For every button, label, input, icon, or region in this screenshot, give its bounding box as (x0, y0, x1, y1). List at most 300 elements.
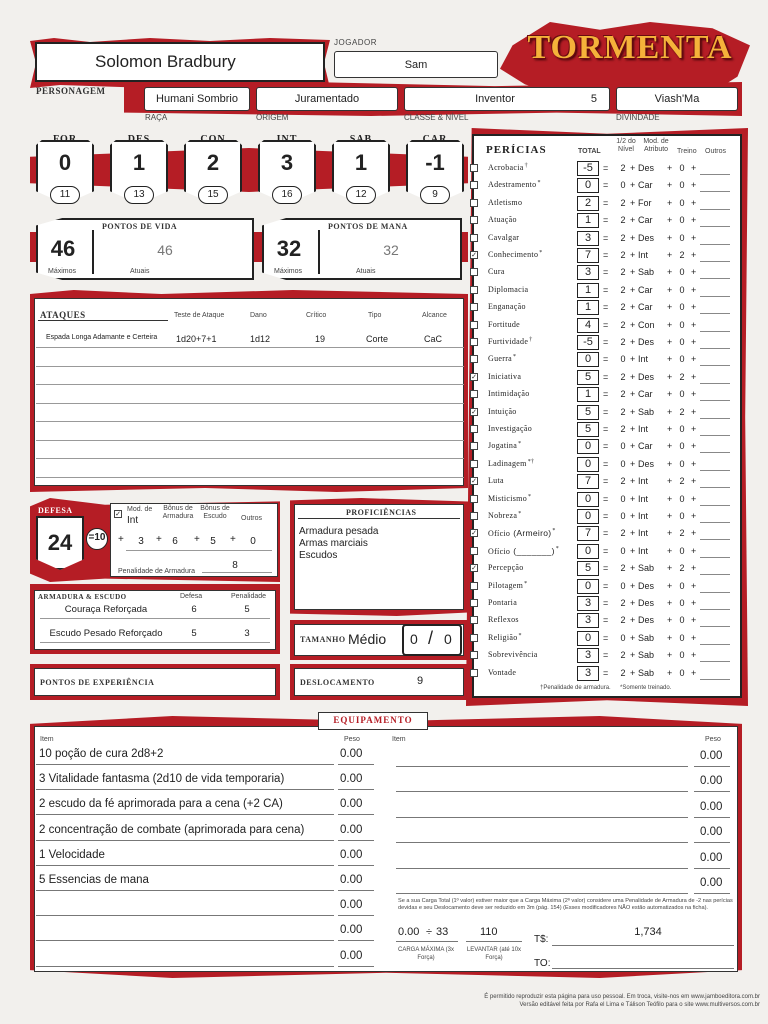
skill-equals: = (603, 424, 609, 434)
skill-trained-checkbox[interactable]: ✓ (471, 530, 477, 538)
skill-name (488, 354, 516, 363)
skill-attr[interactable]: Int (638, 545, 649, 556)
skill-outros-line[interactable] (700, 557, 730, 558)
equip-row-right[interactable] (392, 850, 736, 875)
skill-plus: + (667, 302, 673, 313)
skill-plus: + (630, 667, 636, 678)
skill-name (488, 424, 533, 433)
skill-total[interactable]: 0 (577, 439, 599, 454)
skill-trained-checkbox[interactable] (470, 512, 478, 520)
skill-outros-line[interactable] (700, 487, 730, 488)
skill-outros-line[interactable] (700, 470, 730, 471)
skill-trained-checkbox[interactable]: ✓ (471, 373, 477, 381)
skill-attr[interactable]: Car (638, 180, 653, 191)
hp-atual[interactable]: 46 (157, 242, 173, 258)
skill-treino: 0 (679, 667, 685, 678)
skill-outros-line[interactable] (700, 191, 730, 192)
equip-row-right[interactable] (392, 773, 736, 798)
defense-outros[interactable]: 0 (250, 536, 256, 547)
attack-row[interactable] (36, 330, 464, 348)
equip-peso-label-left: Peso (344, 736, 360, 743)
skill-row (470, 438, 740, 455)
attack-row[interactable] (36, 441, 464, 459)
skill-trained-checkbox[interactable]: ✓ (471, 565, 477, 573)
hp-max[interactable]: 46 (50, 236, 76, 261)
skill-row (470, 456, 740, 473)
equip-row-right[interactable] (392, 824, 736, 849)
attr-name-int: INT (276, 134, 298, 145)
skill-plus: + (667, 458, 673, 469)
skill-half-level: 2 (620, 424, 626, 434)
skill-name (488, 459, 534, 468)
divindade-field[interactable] (616, 87, 738, 111)
skill-plus: + (630, 545, 636, 556)
skill-total[interactable]: 0 (577, 457, 599, 472)
armor-item-penalty[interactable]: 5 (244, 604, 250, 615)
skill-total[interactable]: 3 (577, 231, 599, 246)
equip-peso: 0.00 (340, 949, 363, 962)
attack-row[interactable] (36, 386, 464, 404)
atk-header-alcance: Alcance (422, 312, 447, 319)
skill-attr[interactable]: Sab (638, 267, 655, 278)
armor-item-defesa[interactable]: 6 (191, 604, 197, 615)
attack-row[interactable] (36, 404, 464, 422)
skill-total[interactable]: 0 (577, 509, 599, 524)
skill-mark: † (524, 163, 528, 169)
skill-equals: = (603, 667, 609, 678)
skill-attr[interactable]: Des (638, 615, 655, 626)
skill-treino: 0 (679, 215, 685, 226)
skill-outros-line[interactable] (700, 365, 730, 366)
skill-equals: = (603, 163, 609, 173)
attr-score-car[interactable]: 9 (420, 186, 450, 204)
skill-trained-checkbox[interactable] (470, 599, 478, 607)
equip-row-line (396, 842, 688, 843)
equip-row-left[interactable] (36, 847, 376, 872)
skill-total[interactable]: 7 (577, 526, 599, 541)
skill-trained-checkbox[interactable] (470, 338, 478, 346)
skill-total[interactable]: 5 (577, 370, 599, 385)
skill-outros-line[interactable] (700, 539, 730, 540)
attr-mod-sab[interactable]: 1 (354, 150, 368, 175)
skill-attr[interactable]: Sab (638, 632, 655, 643)
skill-attr[interactable]: Int (638, 250, 649, 260)
equip-row-left[interactable] (36, 746, 376, 771)
atk-header-teste: Teste de Ataque (174, 312, 225, 319)
skill-attr[interactable]: Des (638, 163, 655, 173)
equip-peso: 0.00 (700, 851, 723, 864)
prof-title-underline (298, 518, 460, 519)
defense-armor[interactable]: 6 (172, 536, 178, 547)
skill-trained-checkbox[interactable] (470, 495, 478, 503)
equip-row-left[interactable] (36, 922, 376, 947)
skill-name-text: Vontade (488, 667, 517, 677)
proficiency-item[interactable]: Armadura pesada (299, 526, 379, 537)
skill-total[interactable]: 3 (577, 613, 599, 628)
skills-footnote-b: *Somente treinado. (620, 685, 672, 691)
skill-outros-line[interactable] (700, 400, 730, 401)
skill-trained-checkbox[interactable] (470, 303, 478, 311)
skill-outros-line[interactable] (700, 609, 730, 610)
skill-outros-line[interactable] (700, 574, 730, 575)
skill-outros-line[interactable] (700, 505, 730, 506)
skill-attr[interactable]: For (638, 197, 652, 208)
skill-trained-checkbox[interactable] (470, 547, 478, 555)
skill-equals: = (603, 650, 609, 661)
size-value[interactable]: Médio (348, 631, 387, 647)
equip-row-left[interactable] (36, 872, 376, 897)
skill-total[interactable]: 1 (577, 387, 599, 402)
equip-row-right[interactable] (392, 748, 736, 773)
skill-outros-line[interactable] (700, 278, 730, 279)
skill-trained-checkbox[interactable] (470, 460, 478, 468)
skill-outros-line[interactable] (700, 209, 730, 210)
ts-value[interactable]: 1,734 (634, 926, 662, 938)
skill-outros-line[interactable] (700, 331, 730, 332)
armor-item-defesa[interactable]: 5 (191, 628, 197, 639)
skill-name (488, 407, 518, 416)
defense-armor-label: Bônus de Armadura (162, 505, 194, 520)
skill-attr[interactable]: Car (638, 302, 653, 313)
skill-treino: 2 (679, 250, 685, 260)
skill-attr[interactable]: Int (638, 354, 649, 365)
attr-mod-car[interactable]: -1 (425, 150, 445, 175)
skill-attr[interactable]: Des (638, 232, 655, 243)
skill-total[interactable]: 0 (577, 178, 599, 193)
skill-row (470, 525, 740, 542)
attr-mod-con[interactable]: 2 (206, 150, 220, 175)
equip-row-left[interactable] (36, 897, 376, 922)
skill-trained-checkbox[interactable] (470, 164, 478, 172)
skill-row (470, 665, 740, 682)
skill-total[interactable]: 7 (577, 474, 599, 489)
equip-peso-line (694, 766, 730, 767)
armor-item-name[interactable]: Escudo Pesado Reforçado (49, 628, 163, 639)
equip-row-left[interactable] (36, 948, 376, 973)
skill-outros-line[interactable] (700, 435, 730, 436)
skill-total[interactable]: 7 (577, 248, 599, 263)
skill-plus: + (691, 371, 697, 382)
skill-attr[interactable]: Des (638, 598, 655, 608)
skill-outros-line[interactable] (700, 383, 730, 384)
defense-penalty[interactable]: 8 (232, 560, 238, 571)
skill-name-text: Atletismo (488, 197, 523, 207)
attr-score-sab[interactable]: 12 (346, 186, 376, 204)
armor-label: ARMADURA & ESCUDO (38, 593, 127, 601)
defense-shield-label: Bônus de Escudo (200, 505, 230, 520)
skill-outros-line[interactable] (700, 679, 730, 680)
equip-peso: 0.00 (700, 800, 723, 813)
equip-item-label-left: Item (40, 736, 54, 743)
skill-plus: + (630, 302, 636, 313)
skill-name-text: Reflexos (488, 615, 519, 625)
skill-name (488, 668, 517, 677)
skill-trained-checkbox[interactable] (470, 390, 478, 398)
skill-trained-checkbox[interactable]: ✓ (471, 252, 477, 259)
attack-row[interactable] (36, 349, 464, 367)
skill-row (470, 334, 740, 351)
attr-score-int[interactable]: 16 (272, 186, 302, 204)
skill-total[interactable]: 5 (577, 561, 599, 576)
attack-row[interactable] (36, 367, 464, 385)
skill-outros-line[interactable] (700, 452, 730, 453)
skill-plus: + (667, 563, 673, 574)
skill-outros-line[interactable] (700, 261, 730, 262)
attr-mod-des[interactable]: 1 (132, 150, 146, 175)
equip-row-right[interactable] (392, 799, 736, 824)
player-name-field[interactable] (334, 51, 498, 78)
skill-equals: = (603, 215, 609, 226)
skill-total[interactable]: 1 (577, 213, 599, 228)
equip-peso-line (338, 840, 374, 841)
skill-name-text: Cura (488, 267, 505, 277)
skill-trained-checkbox[interactable]: ✓ (471, 408, 477, 416)
skill-trained-checkbox[interactable] (470, 181, 478, 189)
skills-col-total: TOTAL (578, 148, 601, 155)
attr-mod-int[interactable]: 3 (280, 150, 294, 175)
skills-col-half: 1/2 do Nível (616, 138, 636, 153)
skill-attr[interactable]: Int (638, 424, 649, 434)
skill-attr[interactable]: Car (638, 284, 653, 295)
attr-mod-for[interactable]: 0 (58, 150, 72, 175)
skill-spec[interactable]: (_______) (513, 545, 555, 556)
skill-total[interactable]: 3 (577, 666, 599, 681)
skill-attr[interactable]: Des (638, 337, 655, 347)
skill-total[interactable]: 3 (577, 596, 599, 611)
size-a[interactable]: 0 (410, 631, 418, 647)
skill-trained-checkbox[interactable] (470, 321, 478, 329)
equip-peso: 0.00 (340, 823, 363, 836)
armor-item-line (40, 642, 270, 643)
carga-total[interactable]: 0.00 (398, 926, 420, 938)
skill-trained-checkbox[interactable] (470, 286, 478, 294)
equip-row-right[interactable] (392, 875, 736, 900)
skill-outros-line[interactable] (700, 313, 730, 314)
skill-row (470, 421, 740, 438)
skill-attr[interactable]: Car (638, 389, 653, 400)
skill-plus: + (691, 406, 697, 417)
raca-label: RAÇA (145, 113, 168, 122)
equip-label: EQUIPAMENTO (333, 715, 413, 725)
skill-trained-checkbox[interactable] (470, 268, 478, 276)
skill-plus: + (667, 615, 673, 626)
equip-row-line (36, 890, 334, 891)
mp-divider (318, 230, 320, 274)
skill-outros-line[interactable] (700, 348, 730, 349)
skill-outros-line[interactable] (700, 174, 730, 175)
player-label: JOGADOR (334, 38, 378, 47)
skill-total[interactable]: -5 (577, 335, 599, 350)
skill-plus: + (630, 319, 636, 330)
skill-name (488, 198, 523, 207)
skill-attr[interactable]: Int (638, 528, 649, 539)
skill-treino: 0 (679, 650, 685, 661)
proficiency-item[interactable]: Armas marciais (299, 538, 368, 549)
skill-plus: + (667, 441, 673, 452)
armor-item-name[interactable]: Couraça Reforçada (64, 604, 148, 615)
skill-row (470, 369, 740, 386)
skill-half-level: 2 (620, 250, 626, 260)
levantar-line (466, 941, 522, 942)
skill-attr[interactable]: Sab (638, 667, 655, 678)
attack-row[interactable] (36, 460, 464, 478)
equip-peso: 0.00 (340, 798, 363, 811)
equip-row-line (36, 764, 334, 765)
speed-value: 9 (416, 675, 424, 687)
skill-attr[interactable]: Des (638, 458, 655, 469)
skill-trained-checkbox[interactable] (470, 669, 478, 677)
skill-half-level: 2 (620, 598, 626, 608)
tormenta-logo: TORMENTA (527, 29, 733, 66)
skill-name (488, 615, 520, 624)
skill-total[interactable]: 0 (577, 492, 599, 507)
skill-total[interactable]: 1 (577, 300, 599, 315)
skill-plus: + (667, 389, 673, 400)
skill-attr[interactable]: Con (638, 319, 655, 330)
skill-total[interactable]: 3 (577, 648, 599, 663)
skill-outros-line[interactable] (700, 226, 730, 227)
classe-field[interactable] (404, 87, 610, 111)
skill-total[interactable]: 5 (577, 405, 599, 420)
skill-outros-line[interactable] (700, 626, 730, 627)
skill-treino: 0 (679, 354, 685, 365)
defense-check[interactable]: ✓ (115, 511, 121, 518)
skill-half-level: 0 (620, 354, 626, 365)
skill-row (470, 282, 740, 299)
skill-row (470, 560, 740, 577)
skill-name-text: Intuição (488, 406, 517, 416)
skill-attr[interactable]: Car (638, 215, 653, 226)
skill-treino: 0 (679, 632, 685, 643)
skill-attr[interactable]: Sab (638, 406, 655, 417)
skill-plus: + (691, 441, 697, 452)
skill-treino: 0 (679, 284, 685, 295)
skill-plus: + (630, 580, 636, 591)
skill-total[interactable]: 4 (577, 318, 599, 333)
skill-name (488, 476, 505, 485)
skill-spec[interactable]: (Armeiro) (513, 528, 552, 539)
skill-attr[interactable]: Des (638, 371, 655, 382)
character-name-field[interactable] (35, 42, 325, 82)
defense-shield[interactable]: 5 (210, 536, 216, 547)
skill-trained-checkbox[interactable] (470, 616, 478, 624)
skill-attr[interactable]: Car (638, 441, 653, 452)
equip-peso-line (694, 791, 730, 792)
levantar[interactable]: 110 (480, 926, 498, 938)
skill-plus: + (630, 528, 636, 539)
skill-total[interactable]: 5 (577, 422, 599, 437)
skill-attr[interactable]: Des (638, 580, 655, 591)
skill-trained-checkbox[interactable] (470, 355, 478, 363)
skill-total[interactable]: 3 (577, 265, 599, 280)
equip-peso: 0.00 (700, 877, 723, 889)
skill-outros-line[interactable] (700, 296, 730, 297)
skill-plus: + (667, 424, 673, 434)
skill-outros-line[interactable] (700, 592, 730, 593)
skill-trained-checkbox[interactable] (470, 582, 478, 590)
skill-plus: + (667, 267, 673, 278)
equip-peso: 0.00 (340, 773, 363, 786)
carga-max[interactable]: 33 (436, 926, 449, 938)
skill-trained-checkbox[interactable] (470, 425, 478, 433)
skill-name-text: Guerra (488, 354, 513, 364)
mp-max[interactable]: 32 (276, 236, 302, 261)
equip-row-left[interactable] (36, 822, 376, 847)
equip-peso: 0.00 (340, 848, 363, 861)
raca-field[interactable] (144, 87, 250, 111)
attr-score-des[interactable]: 13 (124, 186, 154, 204)
skill-outros-line[interactable] (700, 661, 730, 662)
skill-treino: 0 (679, 458, 685, 469)
skill-attr[interactable]: Sab (638, 650, 655, 661)
attr-score-con[interactable]: 15 (198, 186, 228, 204)
skill-plus: + (630, 180, 636, 191)
skill-total[interactable]: 0 (577, 579, 599, 594)
mp-atual[interactable]: 32 (383, 242, 399, 258)
skill-total[interactable]: 0 (577, 352, 599, 367)
size-b[interactable]: 0 (444, 631, 452, 647)
skill-outros-line[interactable] (700, 522, 730, 523)
skill-trained-checkbox[interactable]: ✓ (471, 478, 477, 486)
skill-plus: + (667, 545, 673, 556)
equip-row-left[interactable] (36, 796, 376, 821)
skill-total[interactable]: 2 (577, 196, 599, 211)
defense-mod[interactable]: 3 (138, 536, 144, 547)
skill-equals: = (603, 615, 609, 626)
skill-name-text: Investigação (488, 424, 533, 433)
defense-mod-label: Mod. de (127, 506, 153, 513)
skill-half-level: 2 (620, 284, 626, 295)
skill-total[interactable]: 0 (577, 631, 599, 646)
skill-plus: + (667, 284, 673, 295)
origem-field[interactable] (256, 87, 398, 111)
character-name: Solomon Bradbury (95, 52, 236, 71)
skill-outros-line[interactable] (700, 244, 730, 245)
proficiency-item[interactable]: Escudos (299, 550, 338, 561)
skill-mark: * (518, 441, 522, 448)
skill-equals: = (603, 319, 609, 330)
skill-name-text: Adestramento (488, 180, 537, 190)
skill-trained-checkbox[interactable] (470, 651, 478, 659)
skill-outros-line[interactable] (700, 644, 730, 645)
skill-plus: + (691, 284, 697, 295)
skill-equals: = (603, 197, 609, 208)
skill-attr[interactable]: Int (638, 511, 649, 521)
skill-trained-checkbox[interactable] (470, 442, 478, 450)
skill-total[interactable]: 0 (577, 544, 599, 559)
skill-trained-checkbox[interactable] (470, 234, 478, 242)
attr-score-for[interactable]: 11 (50, 186, 80, 204)
equip-peso-line (338, 890, 374, 891)
skill-attr[interactable]: Sab (638, 563, 655, 574)
skill-trained-checkbox[interactable] (470, 199, 478, 207)
attack-row[interactable] (36, 423, 464, 441)
skill-half-level: 2 (620, 232, 626, 243)
skill-outros-line[interactable] (700, 418, 730, 419)
skill-attr[interactable]: Int (638, 476, 649, 487)
equip-row-left[interactable] (36, 771, 376, 796)
skill-total[interactable]: 1 (577, 283, 599, 298)
skill-plus: + (691, 511, 697, 521)
skill-trained-checkbox[interactable] (470, 216, 478, 224)
armor-item-penalty[interactable]: 3 (244, 628, 250, 639)
skill-trained-checkbox[interactable] (470, 634, 478, 642)
skill-plus: + (667, 667, 673, 678)
skill-name-text: Religião (488, 632, 518, 642)
hp-divider (92, 230, 94, 274)
skill-attr[interactable]: Int (638, 493, 649, 504)
skill-total[interactable]: -5 (577, 161, 599, 176)
